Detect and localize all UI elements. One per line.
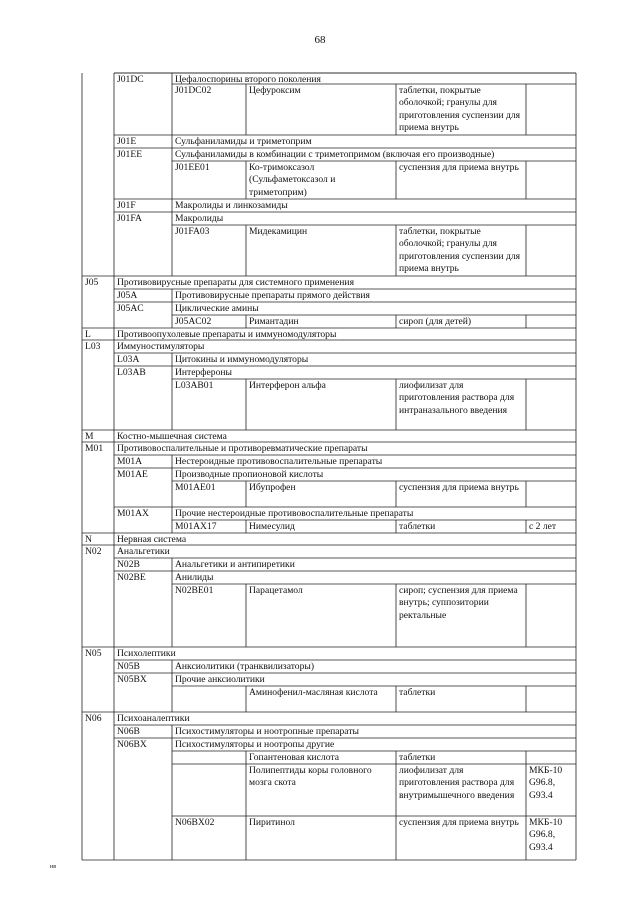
- group-name-cell: Психолептики: [117, 647, 176, 659]
- group-name-cell: Нервная система: [117, 533, 187, 545]
- group-name-cell: Иммуностимуляторы: [117, 340, 205, 352]
- group-code-cell: L03: [85, 340, 101, 352]
- drug-name-cell: Полипептиды коры головного мозга скота: [249, 764, 372, 789]
- subgroup-name-cell: Сульфаниламиды и триметоприм: [175, 135, 312, 147]
- subgroup-name-cell: Макролиды и линкозамиды: [175, 199, 288, 211]
- subgroup-name-cell: Производные пропионовой кислоты: [175, 468, 324, 480]
- footer-note: нв: [50, 864, 57, 870]
- drug-name-cell: Гопантеновая кислота: [249, 751, 339, 763]
- note-cell: с 2 лет: [529, 520, 557, 532]
- subgroup-name-cell: Макролиды: [175, 212, 224, 224]
- subgroup-code-cell: J01F: [117, 199, 136, 211]
- drug-name-cell: Нимесулид: [249, 520, 295, 532]
- drug-code-cell: J01FA03: [175, 225, 210, 237]
- subgroup-code-cell: N05B: [117, 660, 140, 672]
- subgroup-name-cell: Интерфероны: [175, 366, 232, 378]
- group-code-cell: M: [85, 430, 94, 442]
- subgroup-name-cell: Сульфаниламиды в комбинации с триметопримом (включая его производные): [175, 148, 495, 160]
- drug-name-cell: Аминофенил-масляная кислота: [249, 686, 378, 698]
- group-code-cell: N02: [85, 545, 102, 557]
- dosage-form-cell: суспензия для приема внутрь: [399, 161, 519, 173]
- group-code-cell: L: [85, 328, 91, 340]
- subgroup-name-cell: Анальгетики и антипиретики: [175, 558, 295, 570]
- drug-code-cell: M01AE01: [175, 481, 216, 493]
- group-name-cell: Противовирусные препараты для системного применения: [117, 276, 354, 288]
- group-code-cell: N: [85, 533, 92, 545]
- drug-code-cell: M01AX17: [175, 520, 217, 532]
- dosage-form-cell: лиофилизат для приготовления раствора для внутримышечного введения: [399, 764, 515, 801]
- dosage-form-cell: лиофилизат для приготовления раствора для интраназального введения: [399, 379, 515, 416]
- drug-name-cell: Мидекамицин: [249, 225, 308, 237]
- drug-name-cell: Ко-тримоксазол (Сульфаметоксазол и триметоприм): [249, 161, 336, 198]
- drug-name-cell: Римантадин: [249, 315, 299, 327]
- subgroup-name-cell: Психостимуляторы и ноотропные препараты: [175, 725, 359, 737]
- dosage-form-cell: таблетки: [399, 686, 436, 698]
- drug-code-cell: N02BE01: [175, 584, 214, 596]
- subgroup-name-cell: Цитокины и иммуномодуляторы: [175, 353, 309, 365]
- group-code-cell: N05: [85, 647, 102, 659]
- subgroup-code-cell: N06B: [117, 725, 140, 737]
- page-number: 68: [314, 34, 326, 46]
- dosage-form-cell: сироп (для детей): [399, 315, 472, 327]
- subgroup-name-cell: Циклические амины: [175, 302, 259, 314]
- group-name-cell: Противоопухолевые препараты и иммуномодуляторы: [117, 328, 337, 340]
- subgroup-code-cell: J01FA: [117, 212, 142, 224]
- group-code-cell: J05: [85, 276, 99, 288]
- drug-name-cell: Парацетамол: [249, 584, 303, 596]
- group-name-cell: Противовоспалительные и противоревматические препараты: [117, 442, 368, 454]
- dosage-form-cell: суспензия для приема внутрь: [399, 816, 519, 828]
- drug-name-cell: Пиритинол: [249, 816, 295, 828]
- subgroup-name-cell: Противовирусные препараты прямого действия: [175, 289, 370, 301]
- drug-code-cell: N06BX02: [175, 816, 215, 828]
- dosage-form-cell: сироп; суспензия для приема внутрь; суппозитории ректальные: [399, 584, 518, 621]
- dosage-form-cell: таблетки, покрытые оболочкой; гранулы для приготовления суспензии для приема внутрь: [399, 225, 521, 275]
- dosage-form-cell: таблетки: [399, 520, 436, 532]
- subgroup-code-cell: J05AC: [117, 302, 144, 314]
- subgroup-code-cell: N02BE: [117, 571, 146, 583]
- subgroup-code-cell: N05BX: [117, 673, 147, 685]
- dosage-form-cell: таблетки, покрытые оболочкой; гранулы для приготовления суспензии для приема внутрь: [399, 84, 521, 134]
- subgroup-name-cell: Цефалоспорины второго поколения: [175, 73, 321, 85]
- subgroup-name-cell: Прочие нестероидные противовоспалительные препараты: [175, 507, 414, 519]
- subgroup-code-cell: J05A: [117, 289, 138, 301]
- group-code-cell: M01: [85, 442, 104, 454]
- group-code-cell: N06: [85, 712, 102, 724]
- subgroup-name-cell: Психостимуляторы и ноотропы другие: [175, 738, 335, 750]
- group-name-cell: Костно-мышечная система: [117, 430, 227, 442]
- drug-code-cell: J01EE01: [175, 161, 210, 173]
- subgroup-code-cell: J01E: [117, 135, 137, 147]
- subgroup-code-cell: J01EE: [117, 148, 143, 160]
- subgroup-name-cell: Нестероидные противовоспалительные препараты: [175, 455, 383, 467]
- group-name-cell: Анальгетики: [117, 545, 170, 557]
- dosage-form-cell: таблетки: [399, 751, 436, 763]
- note-cell: МКБ-10 G96.8, G93.4: [529, 816, 563, 853]
- drug-name-cell: Интерферон альфа: [249, 379, 326, 391]
- subgroup-code-cell: M01AX: [117, 507, 149, 519]
- subgroup-name-cell: Анилиды: [175, 571, 214, 583]
- drug-code-cell: J05AC02: [175, 315, 212, 327]
- subgroup-name-cell: Прочие анксиолитики: [175, 673, 265, 685]
- drug-code-cell: L03AB01: [175, 379, 214, 391]
- dosage-form-cell: суспензия для приема внутрь: [399, 481, 519, 493]
- subgroup-code-cell: L03A: [117, 353, 140, 365]
- subgroup-code-cell: N06BX: [117, 738, 147, 750]
- group-name-cell: Психоаналептики: [117, 712, 190, 724]
- drug-name-cell: Ибупрофен: [249, 481, 296, 493]
- subgroup-code-cell: M01A: [117, 455, 143, 467]
- subgroup-code-cell: M01AE: [117, 468, 148, 480]
- subgroup-code-cell: L03AB: [117, 366, 146, 378]
- note-cell: МКБ-10 G96.8, G93.4: [529, 764, 563, 801]
- subgroup-code-cell: N02B: [117, 558, 140, 570]
- drug-code-cell: J01DC02: [175, 84, 212, 96]
- subgroup-name-cell: Анксиолитики (транквилизаторы): [175, 660, 315, 672]
- subgroup-code-cell: J01DC: [117, 73, 144, 85]
- drug-name-cell: Цефуроксим: [249, 84, 301, 96]
